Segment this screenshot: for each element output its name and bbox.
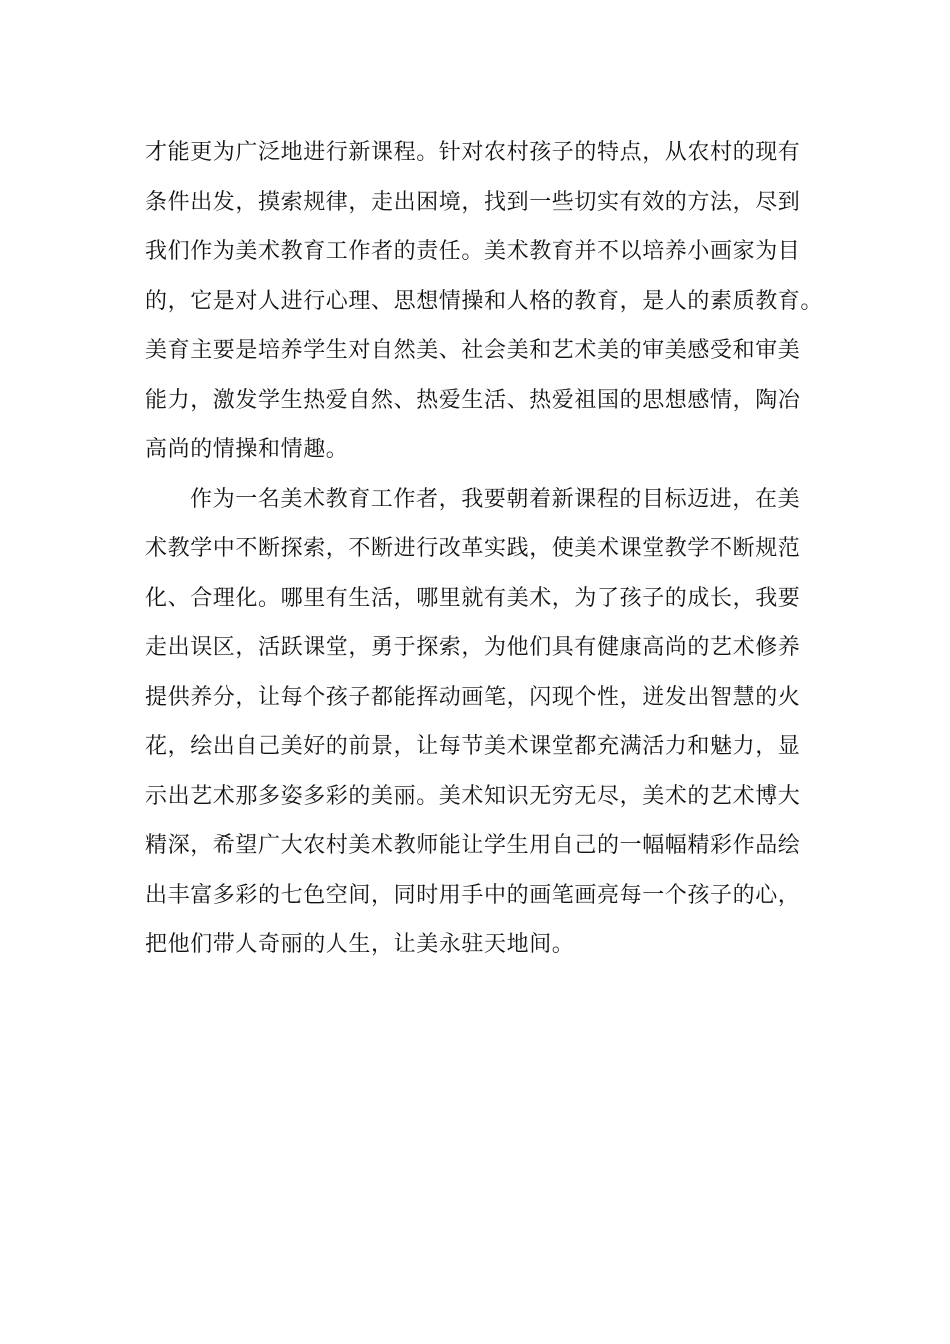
text-line: 把他们带人奇丽的人生，让美永驻天地间。 bbox=[145, 932, 575, 957]
body-text bbox=[145, 128, 825, 970]
text-line: 精深，希望广大农村美术教师能让学生用自己的一幅幅精彩作品绘 bbox=[145, 833, 801, 858]
text-line: 花，绘出自己美好的前景，让每节美术课堂都充满活力和魅力，显 bbox=[145, 734, 801, 759]
text-line: 条件出发，摸索规律，走出困境，找到一些切实有效的方法，尽到 bbox=[145, 189, 801, 215]
text-line: 我们作为美术教育工作者的责任。美术教育并不以培养小画家为目 bbox=[145, 239, 801, 264]
text-line: 出丰富多彩的七色空间，同时用手中的画笔画亮每一个孩子的心， bbox=[145, 882, 801, 908]
text-line: 走出误区，活跃课堂，勇于探索，为他们具有健康高尚的艺术修养 bbox=[145, 635, 801, 660]
text-line: 术教学中不断探索，不断进行改革实践，使美术课堂教学不断规范 bbox=[145, 536, 801, 561]
text-line: 示出艺术那多姿多彩的美丽。美术知识无穷无尽，美术的艺术博大 bbox=[145, 783, 801, 809]
text-line: 提供养分，让每个孩子都能挥动画笔，闪现个性，迸发出智慧的火 bbox=[145, 684, 801, 710]
text-line: 才能更为广泛地进行新课程。针对农村孩子的特点，从农村的现有 bbox=[145, 140, 801, 165]
text-line: 作为一名美术教育工作者，我要朝着新课程的目标迈进，在美 bbox=[190, 486, 801, 512]
paragraph-1 bbox=[145, 128, 825, 475]
text-line: 美育主要是培养学生对自然美、社会美和艺术美的审美感受和审美 bbox=[145, 338, 801, 363]
text-line: 化、合理化。哪里有生活，哪里就有美术，为了孩子的成长，我要 bbox=[145, 585, 801, 611]
text-line: 能力，激发学生热爱自然、热爱生活、热爱祖国的思想感情，陶冶 bbox=[145, 387, 801, 413]
paragraph-2 bbox=[145, 475, 825, 970]
text-line: 高尚的情操和情趣。 bbox=[145, 437, 349, 462]
text-line: 的，它是对人进行心理、思想情操和人格的教育，是人的素质教育。 bbox=[145, 288, 824, 314]
